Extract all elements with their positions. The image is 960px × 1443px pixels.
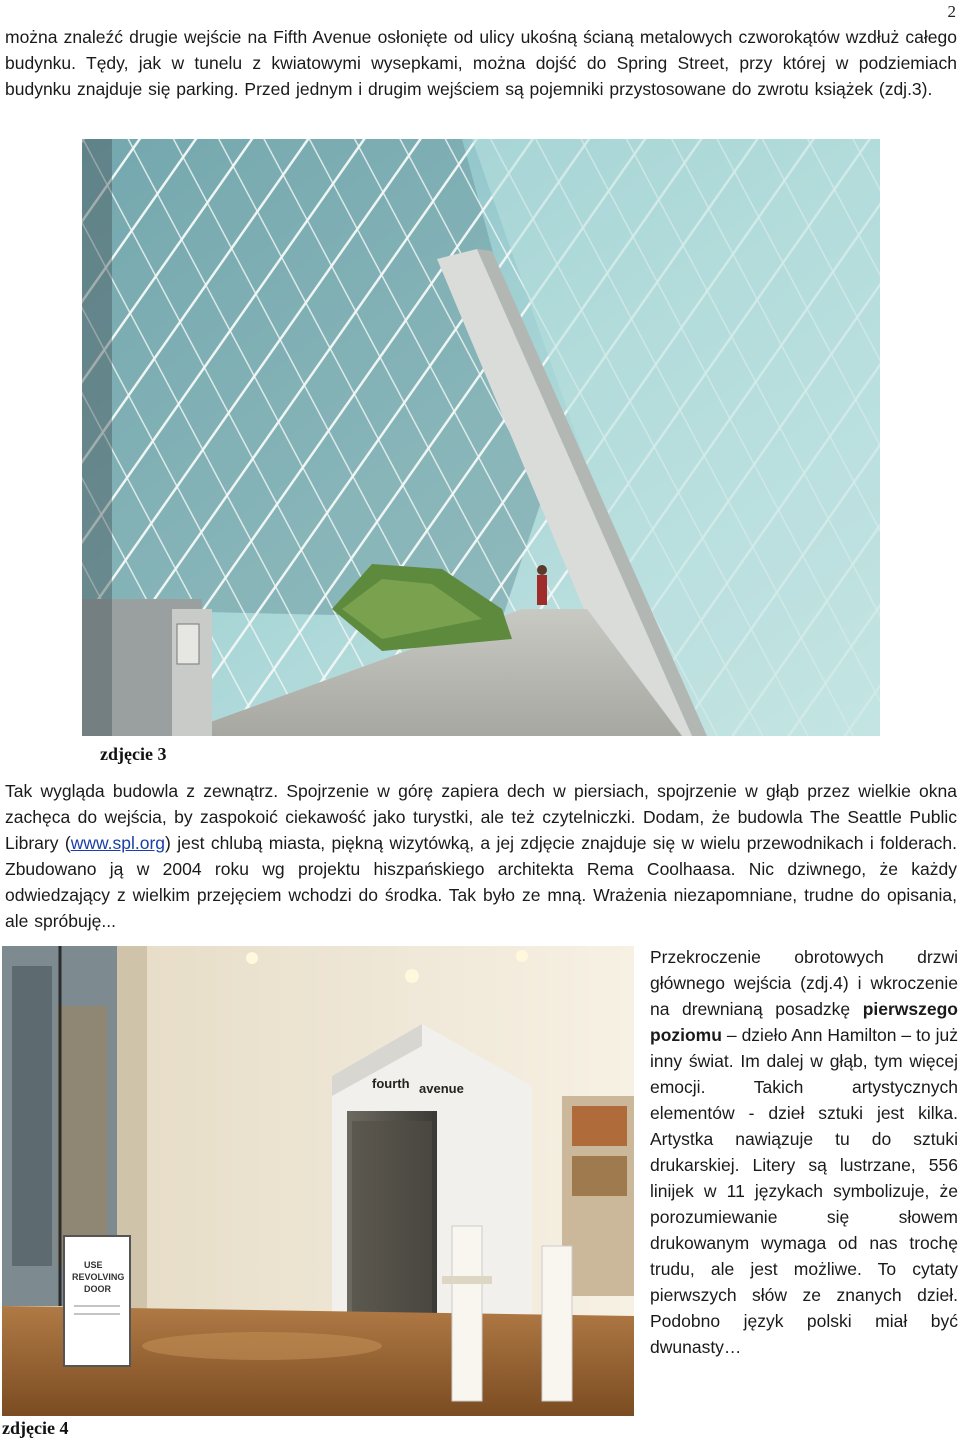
board-door: DOOR <box>84 1284 111 1294</box>
photo4-caption: zdjęcie 4 <box>2 1418 69 1438</box>
sidebar-bold-phrase: pierwszego poziomu <box>650 999 958 1045</box>
spl-website-link[interactable]: www.spl.org <box>70 833 166 853</box>
door-sign-avenue: avenue <box>419 1081 464 1096</box>
photo-revolving-door <box>2 946 634 1416</box>
sidebar-text-before-bold: Przekroczenie obrotowych drzwi głównego wejścia (zdj.4) i wkroczenie na drewnianą posadzkę <box>650 947 958 1019</box>
board-revolving: REVOLVING <box>72 1272 125 1282</box>
sidebar-paragraph <box>650 944 958 1360</box>
middle-text-after-link: ) jest chlubą miasta, piękną wizytówką, a jej zdjęcie znajduje się w wielu przewodnikach i folderach. Zbudowano ją w 2004 roku wg projektu hiszpańskiego architekta Rema Coolhaasa. Nic dziwnego, że każdy odwiedzający z wielkim przejęciem wchodzi do środka. Tak było ze mną. Wrażenia niezapomniane, trudne do opisania, ale spróbuję... <box>5 833 957 931</box>
top-paragraph: można znaleźć drugie wejście na Fifth Avenue osłonięte od ulicy ukośną ścianą metalowych czworokątów wzdłuż całego budynku. Tędy, jak w tunelu z kwiatowymi wysepkami, można dojść do Spring Street, przy której w podziemiach budynku znajduje się parking. Przed jednym i drugim wejściem są pojemniki przystosowane do zwrotu książek (zdj.3). <box>5 27 957 99</box>
photo3-caption: zdjęcie 3 <box>100 744 167 764</box>
middle-paragraph <box>5 778 957 934</box>
middle-text-before-link: Tak wygląda budowla z zewnątrz. Spojrzenie w górę zapiera dech w piersiach, spojrzenie w głąb przez wielkie okna zachęca do wejścia, by zaspokoić ciekawość jako turystki, ale też czytelniczki. Dodam, że budowla The Seattle Public Library ( <box>5 781 957 853</box>
page-number: 2 <box>947 2 956 21</box>
door-sign-fourth: fourth <box>372 1076 410 1091</box>
sidebar-text-after-bold: – dzieło Ann Hamilton – to już inny świat. Im dalej w głąb, tym więcej emocji. Takich artystycznych elementów - dzieł sztuki jest kilka. Artystka nawiązuje tu do sztuki drukarskiej. Litery są lustrzane, 556 linijek w 11 językach symbolizuje, że porozumiewanie się słowem drukowanym wymaga od nas trochę trudu, ale jest możliwe. To cytaty pierwszych słów ze znanych dzieł. Podobno język polski miał być dwunasty… <box>650 1025 958 1357</box>
board-use: USE <box>84 1260 103 1270</box>
photo-library-facade <box>82 139 880 736</box>
